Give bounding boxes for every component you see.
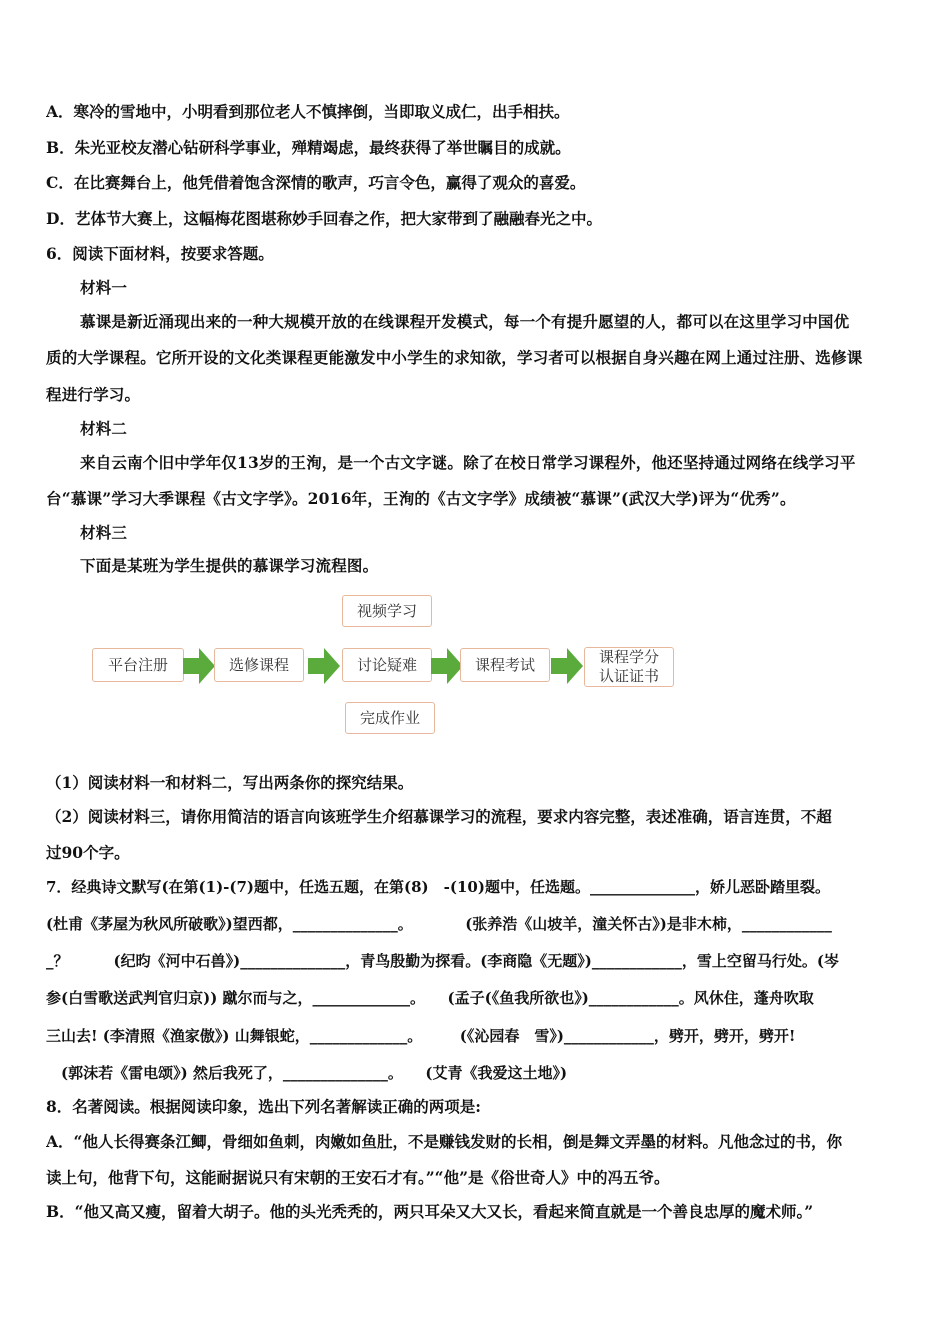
q7-line-2: (杜甫《茅屋为秋风所破歌》)望西都，______________。 (张养浩《山坡羊，潼关怀古》)是非木柿，____________ (46, 915, 832, 933)
material3-intro: 下面是某班为学生提供的慕课学习流程图。 (80, 556, 379, 575)
flow-arrow-3 (431, 648, 463, 684)
q5-option-b: B．朱光亚校友潜心钻研科学事业，殚精竭虑，最终获得了举世瞩目的成就。 (46, 138, 571, 157)
material2-line-2: 台“慕课”学习大季课程《古文字学》。2016年，王洵的《古文字学》成绩被“慕课”(武汉大学)评为“优秀”。 (46, 489, 796, 508)
flow-platform-register: 平台注册 (92, 648, 184, 682)
q7-line-3: _？ (纪昀《河中石兽》)______________，青鸟殷勤为探看。(李商隐《无题》)____________，雪上空留马行处。(岑 (46, 952, 839, 970)
flow-credit-line-1: 课程学分 (598, 648, 659, 666)
q8-option-b-line-1: B．“他又高又瘦，留着大胡子。他的头光秃秃的，两只耳朵又大又长，看起来简直就是一个善良忠厚的魔术师。” (46, 1202, 814, 1221)
material2-title: 材料二 (80, 419, 128, 438)
material1-line-3: 程进行学习。 (46, 385, 141, 404)
flow-course-exam: 课程考试 (460, 648, 550, 682)
q8-stem: 8．名著阅读。根据阅读印象，选出下列名著解读正确的两项是: (46, 1097, 482, 1116)
flow-select-course: 选修课程 (214, 648, 304, 682)
q5-option-a: A．寒冷的雪地中，小明看到那位老人不慎摔倒，当即取义成仁，出手相扶。 (46, 102, 570, 121)
material1-line-2: 质的大学课程。它所开设的文化类课程更能激发中小学生的求知欲，学习者可以根据自身兴趣在网上通过注册、选修课 (46, 348, 863, 367)
q6-sub2-line-1: （2）阅读材料三，请你用简洁的语言向该班学生介绍慕课学习的流程，要求内容完整，表述准确，语言连贯，不超 (46, 807, 832, 826)
flow-discuss-questions: 讨论疑难 (342, 648, 432, 682)
q6-sub2-line-2: 过90个字。 (46, 843, 130, 862)
q8-option-a-line-2: 读上句，他背下句，这能耐据说只有宋朝的王安石才有。”“他”是《俗世奇人》中的冯五爷。 (46, 1168, 670, 1187)
flow-credit-certificate (584, 647, 674, 687)
flow-complete-homework: 完成作业 (345, 702, 435, 734)
flow-arrow-4 (551, 648, 583, 684)
flow-video-learning: 视频学习 (342, 595, 432, 627)
q7-line-4: 参(白雪歌送武判官归京)) 蹴尔而与之，_____________。 (孟子(《鱼我所欲也》)____________。风休住，蓬舟吹取 (46, 989, 814, 1007)
flow-arrow-1 (183, 648, 215, 684)
material1-title: 材料一 (80, 278, 128, 297)
material3-title: 材料三 (80, 523, 128, 542)
flow-arrow-2 (308, 648, 340, 684)
q7-line-6: (郭沫若《雷电颂》) 然后我死了，______________。 (艾青《我爱这土地》) (46, 1064, 568, 1082)
q8-option-a-line-1: A．“他人长得赛条江鲫，骨细如鱼刺，肉嫩如鱼肚，不是赚钱发财的长相，倒是舞文弄墨的材料。凡他念过的书，你 (46, 1132, 842, 1151)
material1-line-1: 慕课是新近涌现出来的一种大规模开放的在线课程开发模式，每一个有提升愿望的人，都可以在这里学习中国优 (80, 312, 850, 331)
q5-option-c: C．在比赛舞台上，他凭借着饱含深情的歌声，巧言令色，赢得了观众的喜爱。 (46, 173, 586, 192)
material2-line-1: 来自云南个旧中学年仅13岁的王洵，是一个古文字谜。除了在校日常学习课程外，他还坚持通过网络在线学习平 (80, 453, 856, 472)
q6-sub1: （1）阅读材料一和材料二，写出两条你的探究结果。 (46, 773, 414, 792)
q6-stem: 6．阅读下面材料，按要求答题。 (46, 244, 274, 263)
q7-line-5: 三山去! (李清照《渔家傲》) 山舞银蛇，_____________。 (《沁园春 雪》)____________，劈开，劈开，劈开! (46, 1027, 796, 1045)
flow-credit-line-2: 认证证书 (598, 667, 659, 685)
q7-line-1: 7．经典诗文默写(在第(1)-(7)题中，任选五题，在第(8) -(10)题中，任选题。______________，娇儿恶卧踏里裂。 (46, 878, 830, 896)
q5-option-d: D．艺体节大赛上，这幅梅花图堪称妙手回春之作，把大家带到了融融春光之中。 (46, 209, 602, 228)
